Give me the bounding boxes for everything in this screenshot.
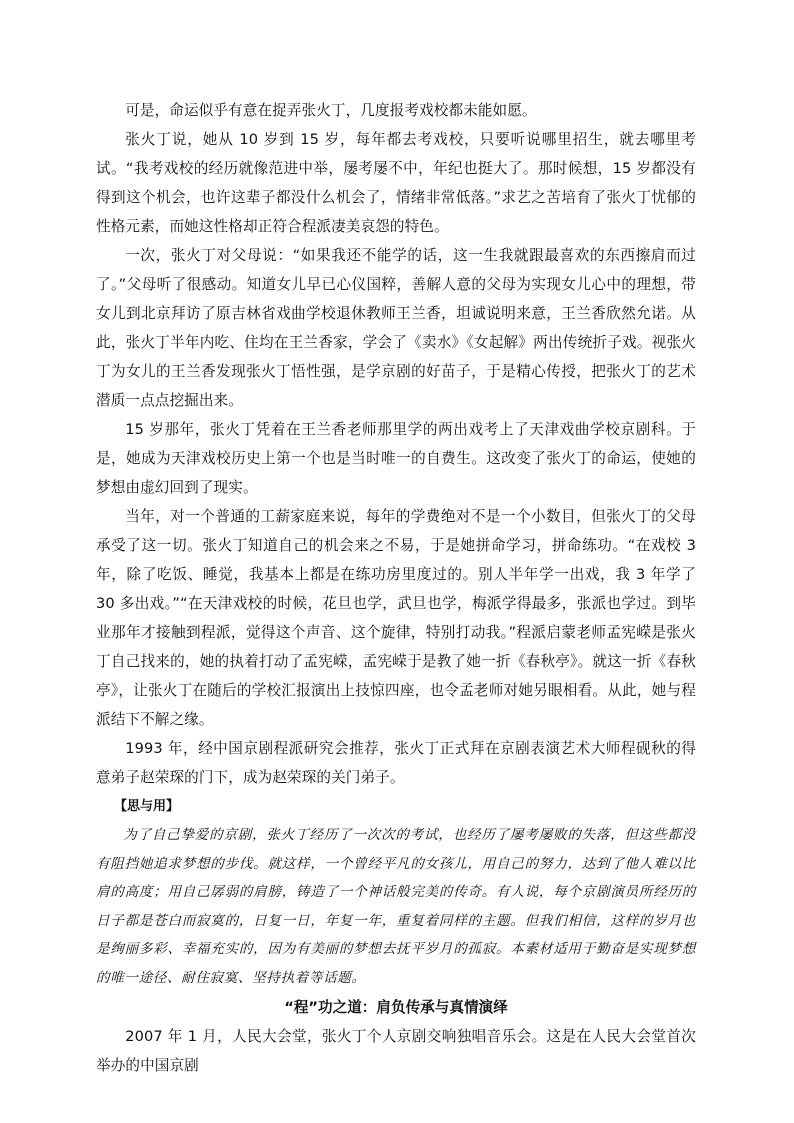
paragraph: 当年，对一个普通的工薪家庭来说，每年的学费绝对不是一个小数目，但张火丁的父母承受了这一切。张火丁知道自己的机会来之不易，于是她拼命学习，拼命练功。“在戏校 3 年，除了吃饭、睡觉，我基本上都是在练功房里度过的。别人半年学一出戏，我 3 年学了 30 多出戏。”“在天津戏校的时候，花旦也学，武旦也学，梅派学得最多，张派也学过。到毕业那年才接触到程派，觉得这个声音、这个旋律，特别打动我。”程派启蒙老师孟宪嵘是张火丁自己找来的，她的执着打动了孟宪嵘，孟宪嵘于是教了她一折《春秋亭》。就这一折《春秋亭》，让张火丁在随后的学校汇报演出上技惊四座，也令孟老师对她另眼相看。从此，她与程派结下不解之缘。 — [96, 508, 696, 728]
paragraph: 可是，命运似乎有意在捉弄张火丁，几度报考戏校都未能如愿。 — [125, 102, 537, 119]
paragraph: 15 岁那年，张火丁凭着在王兰香老师那里学的两出戏考上了天津戏曲学校京剧科。于是，她成为天津戏校历史上第一个也是当时唯一的自费生。这改变了张火丁的命运，使她的梦想由虚幻回到了现实。 — [96, 421, 696, 496]
paragraph: 1993 年，经中国京剧程派研究会推荐，张火丁正式拜在京剧表演艺术大师程砚秋的得意弟子赵荣琛的门下，成为赵荣琛的关门弟子。 — [96, 740, 696, 786]
think-and-use-text: 为了自己挚爱的京剧，张火丁经历了一次次的考试，也经历了屡考屡败的失落，但这些都没有阻挡她追求梦想的步伐。就这样，一个曾经平凡的女孩儿，用自己的努力，达到了他人难以比肩的高度；用自己孱弱的肩膀，铸造了一个神话般完美的传奇。有人说，每个京剧演员所经历的日子都是苍白而寂寞的，日复一日，年复一年，重复着同样的主题。但我们相信，这样的岁月也是绚丽多彩、幸福充实的，因为有美丽的梦想去抚平岁月的孤寂。本素材适用于勤奋是实现梦想的唯一途径、耐住寂寞、坚持执着等话题。 — [96, 827, 696, 986]
paragraph: 2007 年 1 月，人民大会堂，张火丁个人京剧交响独唱音乐会。这是在人民大会堂首次举办的中国京剧 — [96, 1027, 696, 1074]
think-and-use-heading: 【思与用】 — [114, 799, 180, 814]
section-title: “程”功之道：肩负传承与真情演绎 — [284, 998, 508, 1016]
paragraph: 一次，张火丁对父母说：“如果我还不能学的话，这一生我就跟最喜欢的东西擦肩而过了。”父母听了很感动。知道女儿早已心仪国粹，善解人意的父母为实现女儿心中的理想，带女儿到北京拜访了原吉林省戏曲学校退休教师王兰香，坦诚说明来意，王兰香欣然允诺。从此，张火丁半年内吃、住均在王兰香家，学会了《卖水》《女起解》两出传统折子戏。视张火丁为女儿的王兰香发现张火丁悟性强，是学京剧的好苗子，于是精心传授，把张火丁的艺术潜质一点点挖掘出来。 — [96, 247, 696, 409]
paragraph: 张火丁说，她从 10 岁到 15 岁，每年都去考戏校，只要听说哪里招生，就去哪里考试。“我考戏校的经历就像范进中举，屡考屡不中，年纪也挺大了。那时候想，15 岁都没有得到这个机会，也许这辈子都没什么机会了，情绪非常低落。”求艺之苦培育了张火丁忧郁的性格元素，而她这性格却正符合程派凄美哀怨的特色。 — [96, 131, 696, 235]
document-page — [96, 96, 696, 1080]
